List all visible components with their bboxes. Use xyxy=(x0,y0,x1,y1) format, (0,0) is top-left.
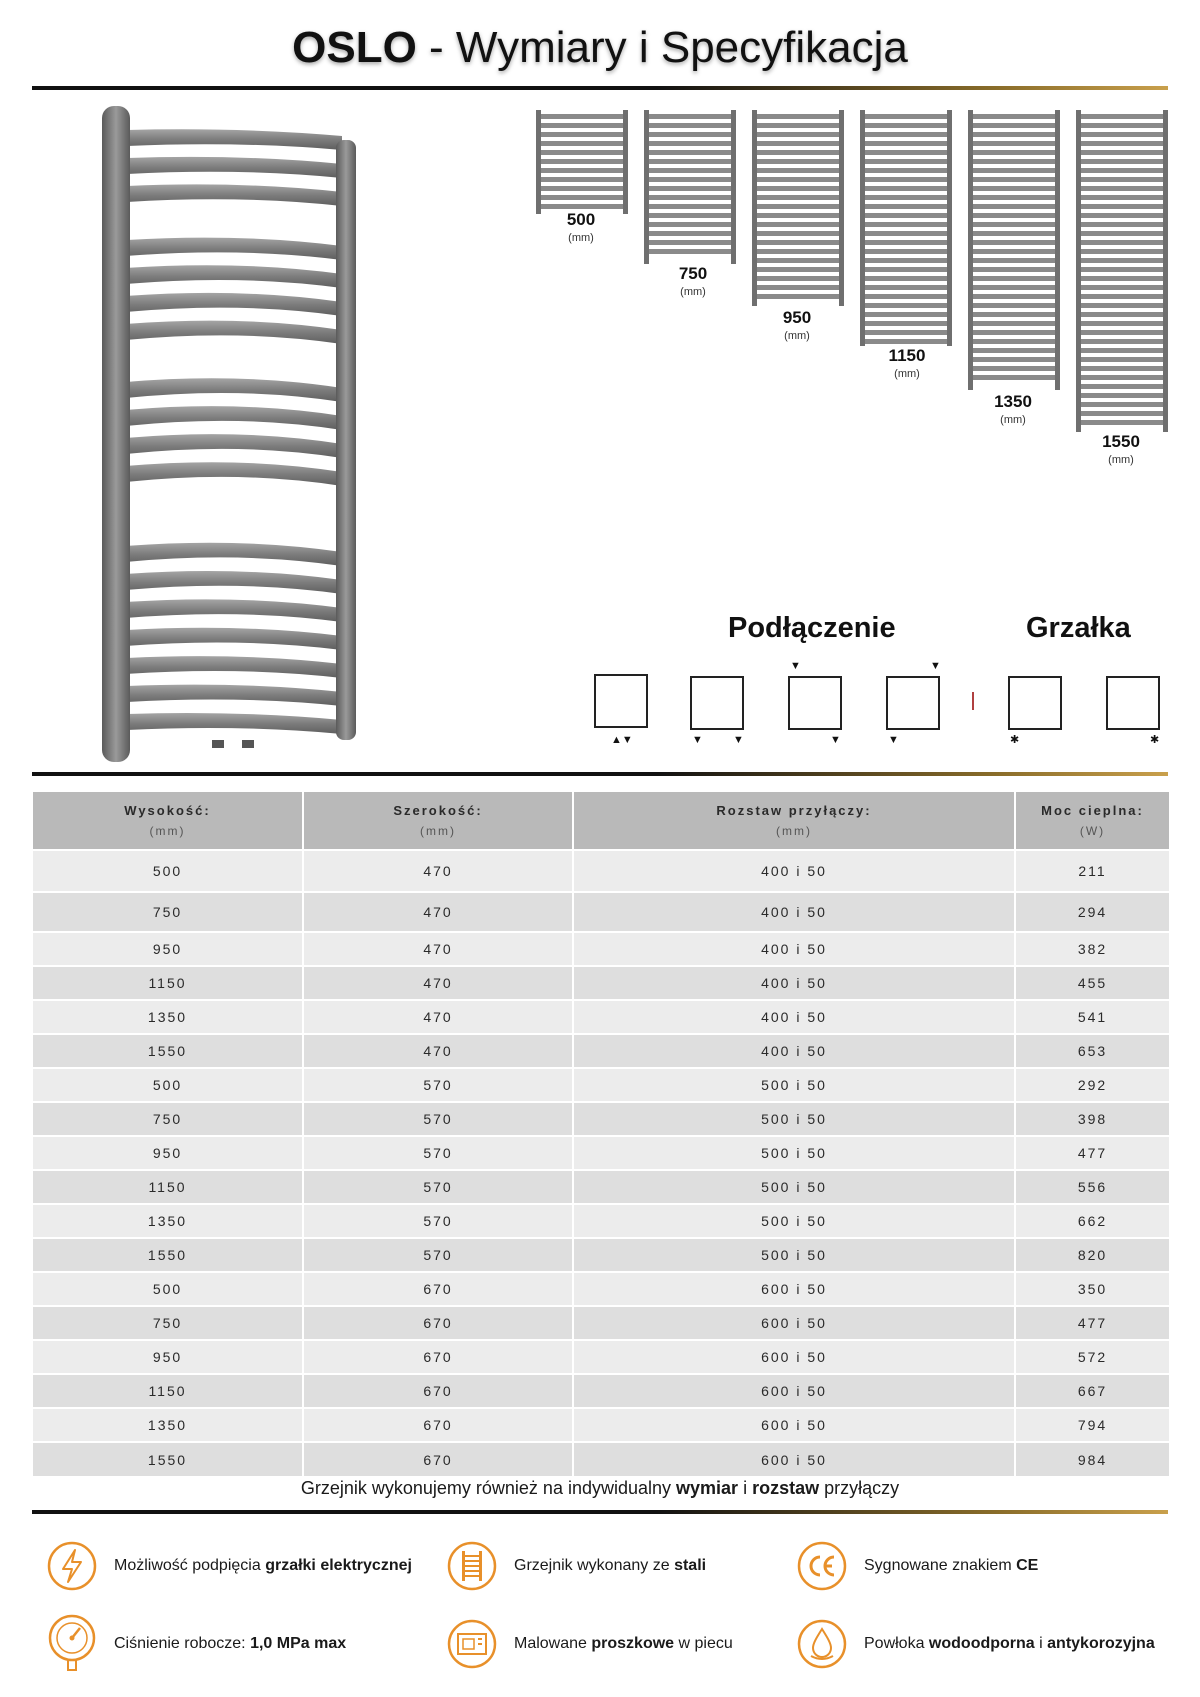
table-cell: 570 xyxy=(303,1102,573,1136)
table-cell: 570 xyxy=(303,1170,573,1204)
table-cell: 398 xyxy=(1015,1102,1169,1136)
table-row xyxy=(33,1238,1169,1272)
feature-text-bold: antykorozyjna xyxy=(1047,1635,1155,1652)
table-cell: 477 xyxy=(1015,1306,1169,1340)
table-body xyxy=(33,850,1169,1476)
table-cell: 400 i 50 xyxy=(573,892,1015,932)
table-cell: 653 xyxy=(1015,1034,1169,1068)
table-row xyxy=(33,1170,1169,1204)
table-cell: 294 xyxy=(1015,892,1169,932)
feature-text-bold: grzałki elektrycznej xyxy=(265,1557,412,1574)
table-row xyxy=(33,1068,1169,1102)
col-power-header xyxy=(1015,792,1169,850)
feature-text xyxy=(514,1635,733,1653)
lightning-icon xyxy=(46,1540,98,1592)
table-cell: 477 xyxy=(1015,1136,1169,1170)
table-cell: 1550 xyxy=(33,1442,303,1476)
connection-diagram-2 xyxy=(690,676,744,730)
table-row xyxy=(33,1272,1169,1306)
table-cell: 600 i 50 xyxy=(573,1306,1015,1340)
arrow-down-icon: ▼ xyxy=(830,734,841,746)
feature-text-part: w piecu xyxy=(674,1635,733,1652)
table-cell: 1350 xyxy=(33,1204,303,1238)
feature-text-bold: 1,0 MPa max xyxy=(250,1635,347,1652)
feature-pressure xyxy=(46,1614,346,1674)
feature-text-bold: CE xyxy=(1016,1557,1039,1574)
header-unit: (W) xyxy=(1079,823,1106,838)
table-cell: 600 i 50 xyxy=(573,1340,1015,1374)
header-label: Moc cieplna: xyxy=(1041,802,1144,818)
feature-text xyxy=(114,1635,346,1653)
table-cell: 662 xyxy=(1015,1204,1169,1238)
size-value-1350: 1350 xyxy=(994,392,1032,411)
table-cell: 500 i 50 xyxy=(573,1136,1015,1170)
table-cell: 750 xyxy=(33,892,303,932)
radiator-illustration xyxy=(70,100,410,770)
header-unit: (mm) xyxy=(420,823,456,838)
feature-text-bold: stali xyxy=(674,1557,707,1574)
table-cell: 570 xyxy=(303,1204,573,1238)
table-row xyxy=(33,1442,1169,1476)
ce-mark-icon xyxy=(796,1540,848,1592)
size-thumb-1150 xyxy=(860,110,952,346)
table-cell: 750 xyxy=(33,1306,303,1340)
table-cell: 500 i 50 xyxy=(573,1170,1015,1204)
table-row xyxy=(33,1000,1169,1034)
title-bold: OSLO xyxy=(292,23,417,72)
table-cell: 1150 xyxy=(33,966,303,1000)
radiator-thumb-950-icon xyxy=(752,110,844,306)
note-bold-spacing: rozstaw xyxy=(752,1478,820,1498)
size-value-950: 950 xyxy=(782,308,812,327)
connection-diagram-1 xyxy=(594,674,648,728)
arrow-down-icon: ▼ xyxy=(692,734,703,746)
radiator-thumb-1350-icon xyxy=(968,110,1060,390)
note-text: przyłączy xyxy=(819,1478,900,1498)
arrow-down-icon: ▼ xyxy=(733,734,744,746)
radiator-thumb-1550-icon xyxy=(1076,110,1168,432)
table-cell: 400 i 50 xyxy=(573,966,1015,1000)
radiator-thumb-500-icon xyxy=(536,110,628,214)
feature-text xyxy=(514,1557,706,1575)
heater-diagram-1 xyxy=(1008,676,1062,730)
table-cell: 950 xyxy=(33,1136,303,1170)
table-header-row xyxy=(33,792,1169,850)
table-row xyxy=(33,1034,1169,1068)
size-value-750: 750 xyxy=(678,264,708,283)
note-bold-size: wymiar xyxy=(676,1478,739,1498)
arrow-down-icon: ▼ xyxy=(790,660,801,672)
table-cell: 350 xyxy=(1015,1272,1169,1306)
table-row xyxy=(33,1136,1169,1170)
size-unit-1550: (mm) xyxy=(1108,454,1134,466)
table-cell: 670 xyxy=(303,1408,573,1442)
table-cell: 500 i 50 xyxy=(573,1102,1015,1136)
table-cell: 1550 xyxy=(33,1034,303,1068)
table-cell: 455 xyxy=(1015,966,1169,1000)
table-cell: 1350 xyxy=(33,1000,303,1034)
note-text: Grzejnik wykonujemy również na indywidualny xyxy=(300,1478,677,1498)
feature-powder-coating xyxy=(446,1618,733,1670)
page-title xyxy=(0,18,1200,78)
table-cell: 1150 xyxy=(33,1170,303,1204)
table-cell: 670 xyxy=(303,1306,573,1340)
feature-text xyxy=(864,1557,1038,1575)
table-cell: 556 xyxy=(1015,1170,1169,1204)
size-unit-1350: (mm) xyxy=(1000,414,1026,426)
table-cell: 670 xyxy=(303,1272,573,1306)
table-cell: 570 xyxy=(303,1068,573,1102)
table-cell: 600 i 50 xyxy=(573,1374,1015,1408)
feature-text-bold: wodoodporna xyxy=(928,1635,1035,1652)
feature-text-part: Powłoka xyxy=(864,1635,929,1652)
table-cell: 670 xyxy=(303,1340,573,1374)
heater-mark-icon: ✱ xyxy=(1010,734,1020,746)
size-thumb-500 xyxy=(536,110,628,214)
table-cell: 500 xyxy=(33,1068,303,1102)
table-cell: 400 i 50 xyxy=(573,850,1015,892)
size-thumb-950 xyxy=(752,110,844,306)
table-cell: 500 i 50 xyxy=(573,1238,1015,1272)
table-cell: 750 xyxy=(33,1102,303,1136)
table-cell: 667 xyxy=(1015,1374,1169,1408)
table-row xyxy=(33,932,1169,966)
size-value-1150: 1150 xyxy=(888,346,926,365)
table-cell: 670 xyxy=(303,1442,573,1476)
header-unit: (mm) xyxy=(776,823,812,838)
table-cell: 1550 xyxy=(33,1238,303,1272)
feature-text-part: i xyxy=(1034,1635,1048,1652)
feature-heater xyxy=(46,1540,412,1592)
table-row xyxy=(33,1408,1169,1442)
separator-bar xyxy=(972,692,974,710)
size-value-500: 500 xyxy=(566,210,596,229)
oven-icon xyxy=(446,1618,498,1670)
table-cell: 570 xyxy=(303,1238,573,1272)
connection-title: Podłączenie xyxy=(728,612,896,644)
table-cell: 500 xyxy=(33,1272,303,1306)
table-cell: 600 i 50 xyxy=(573,1442,1015,1476)
connection-diagram-3 xyxy=(788,676,842,730)
table-cell: 400 i 50 xyxy=(573,1034,1015,1068)
table-cell: 570 xyxy=(303,1136,573,1170)
table-row xyxy=(33,1306,1169,1340)
spec-table xyxy=(33,792,1169,1476)
feature-coating xyxy=(796,1618,1155,1670)
feature-text-bold: proszkowe xyxy=(591,1635,675,1652)
table-cell: 470 xyxy=(303,932,573,966)
table-row xyxy=(33,892,1169,932)
header-label: Wysokość: xyxy=(124,802,211,818)
heater-title: Grzałka xyxy=(1026,612,1131,644)
table-cell: 500 xyxy=(33,850,303,892)
size-thumb-1350 xyxy=(968,110,1060,390)
table-cell: 292 xyxy=(1015,1068,1169,1102)
radiator-thumb-1150-icon xyxy=(860,110,952,346)
heater-diagram-2 xyxy=(1106,676,1160,730)
table-row xyxy=(33,966,1169,1000)
pressure-gauge-icon xyxy=(46,1614,98,1674)
table-cell: 470 xyxy=(303,850,573,892)
table-cell: 600 i 50 xyxy=(573,1272,1015,1306)
table-cell: 500 i 50 xyxy=(573,1068,1015,1102)
size-unit-750: (mm) xyxy=(680,286,706,298)
header-label: Rozstaw przyłączy: xyxy=(716,802,872,818)
table-cell: 820 xyxy=(1015,1238,1169,1272)
radiator-thumb-750-icon xyxy=(644,110,736,264)
size-thumb-1550 xyxy=(1076,110,1168,432)
size-unit-950: (mm) xyxy=(784,330,810,342)
size-thumb-750 xyxy=(644,110,736,264)
custom-size-note xyxy=(0,1478,1200,1499)
table-row xyxy=(33,1340,1169,1374)
size-unit-500: (mm) xyxy=(568,232,594,244)
feature-text-part: Malowane xyxy=(514,1635,592,1652)
table-cell: 470 xyxy=(303,892,573,932)
size-value-1550: 1550 xyxy=(1102,432,1140,451)
table-cell: 470 xyxy=(303,966,573,1000)
table-cell: 950 xyxy=(33,1340,303,1374)
table-cell: 400 i 50 xyxy=(573,1000,1015,1034)
table-cell: 470 xyxy=(303,1000,573,1034)
divider-top xyxy=(32,86,1168,90)
table-cell: 500 i 50 xyxy=(573,1204,1015,1238)
arrow-down-icon: ▼ xyxy=(930,660,941,672)
water-drop-icon xyxy=(796,1618,848,1670)
table-cell: 572 xyxy=(1015,1340,1169,1374)
table-row xyxy=(33,1374,1169,1408)
table-row xyxy=(33,850,1169,892)
table-cell: 984 xyxy=(1015,1442,1169,1476)
feature-text-part: Ciśnienie robocze: xyxy=(114,1635,251,1652)
feature-text xyxy=(114,1557,412,1575)
size-unit-1150: (mm) xyxy=(894,368,920,380)
feature-text-part: Możliwość podpięcia xyxy=(114,1557,266,1574)
header-unit: (mm) xyxy=(149,823,186,838)
heater-mark-icon: ✱ xyxy=(1150,734,1160,746)
divider-bottom xyxy=(32,1510,1168,1514)
table-cell: 1150 xyxy=(33,1374,303,1408)
table-cell: 950 xyxy=(33,932,303,966)
title-rest: - Wymiary i Specyfikacja xyxy=(416,23,908,72)
table-cell: 382 xyxy=(1015,932,1169,966)
table-cell: 400 i 50 xyxy=(573,932,1015,966)
table-cell: 541 xyxy=(1015,1000,1169,1034)
table-row xyxy=(33,1204,1169,1238)
feature-text xyxy=(864,1635,1155,1653)
col-spacing-header xyxy=(573,792,1015,850)
radiator-icon xyxy=(446,1540,498,1592)
table-row xyxy=(33,1102,1169,1136)
feature-steel xyxy=(446,1540,706,1592)
col-height-header xyxy=(33,792,303,850)
table-cell: 794 xyxy=(1015,1408,1169,1442)
note-text: i xyxy=(738,1478,753,1498)
feature-text-part: Sygnowane znakiem xyxy=(864,1557,1017,1574)
feature-ce xyxy=(796,1540,1038,1592)
table-cell: 1350 xyxy=(33,1408,303,1442)
divider-middle xyxy=(32,772,1168,776)
table-cell: 670 xyxy=(303,1374,573,1408)
arrow-down-icon: ▼ xyxy=(888,734,899,746)
table-cell: 470 xyxy=(303,1034,573,1068)
table-cell: 211 xyxy=(1015,850,1169,892)
table-cell: 600 i 50 xyxy=(573,1408,1015,1442)
header-label: Szerokość: xyxy=(393,802,483,818)
col-width-header xyxy=(303,792,573,850)
connection-diagram-4 xyxy=(886,676,940,730)
arrow-up-down-icon: ▲▼ xyxy=(611,734,633,746)
feature-text-part: Grzejnik wykonany ze xyxy=(514,1557,675,1574)
